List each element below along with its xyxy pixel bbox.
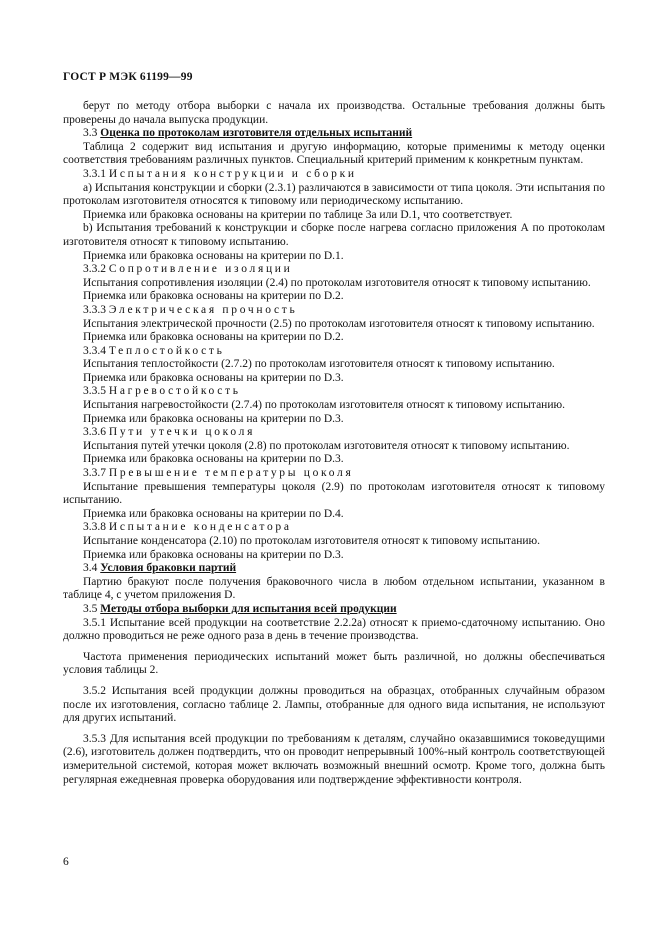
paragraph: Таблица 2 содержит вид испытания и другую информацию, которые применимы к методу оценки соответствия требованиям различных пунктов. Специальный критерий применим к конкретным пунктам. — [63, 140, 605, 167]
section-title: Оценка по протоколам изготовителя отдельных испытаний — [100, 127, 413, 140]
paragraph: Приемка или браковка основаны на критерии по D.2. — [83, 331, 344, 344]
paragraph: a) Испытания конструкции и сборки (2.3.1) различаются в зависимости от типа цоколя. Эти испытания по протоколам изготовителя относятся к типовому или периодическому испытанию. — [63, 181, 605, 208]
subsection-heading — [63, 263, 605, 277]
document-header: ГОСТ Р МЭК 61199—99 — [63, 71, 193, 83]
section-title: Методы отбора выборки для испытания всей продукции — [100, 602, 397, 615]
subsection-title: Электрическая прочность — [108, 303, 298, 316]
paragraph: берут по методу отбора выборки с начала их производства. Остальные требования должны быть проверены до начала выпуска продукции. — [63, 100, 605, 126]
subsection-number: 3.3.6 — [83, 426, 106, 439]
paragraph: Приемка или браковка основаны на критерии по D.4. — [83, 507, 344, 520]
paragraph: Испытания нагревостойкости (2.7.4) по протоколам изготовителя относят к типовому испытанию. — [83, 399, 565, 412]
subsection-heading — [63, 345, 605, 359]
subsection-number: 3.3.5 — [83, 385, 106, 398]
document-body — [63, 100, 605, 787]
paragraph: Приемка или браковка основаны на критерии по D.1. — [83, 249, 344, 262]
paragraph: Испытание конденсатора (2.10) по протоколам изготовителя относят к типовому испытанию. — [83, 535, 541, 547]
subsection-heading — [63, 521, 605, 535]
paragraph: Испытания теплостойкости (2.7.2) по протоколам изготовителя относят к типовому испытанию. — [83, 358, 555, 371]
subsection-number: 3.3.2 — [83, 263, 106, 276]
paragraph: Приемка или браковка основаны на критерии по D.3. — [83, 453, 344, 466]
section-heading-3-5 — [63, 603, 605, 617]
section-number: 3.4 — [83, 562, 98, 575]
subsection-title: Сопротивление изоляции — [108, 263, 293, 276]
subsection-title: Теплостойкость — [108, 344, 225, 357]
section-heading-3-3 — [63, 127, 605, 141]
paragraph: Приемка или браковка основаны на критерии по D.2. — [83, 290, 344, 303]
paragraph: Испытания электрической прочности (2.5) по протоколам изготовителя относят к типовому испытанию. — [83, 317, 595, 330]
subsection-heading — [63, 467, 605, 481]
paragraph: 3.5.3 Для испытания всей продукции по требованиям к деталям, случайно оказавшимися токоведущими (2.6), изготовитель должен подтвердить, что он проводит непрерывный 100%-ный контроль соответствующей измерительной системой, которая может включать возможный внешний осмотр. Кроме того, должна быть регулярная ежедневная проверка оборудования или подтверждение эффективности контроля. — [63, 732, 605, 786]
paragraph: Испытания сопротивления изоляции (2.4) по протоколам изготовителя относят к типовому испытанию. — [83, 276, 591, 289]
subsection-number: 3.3.4 — [83, 344, 106, 357]
subsection-number: 3.3.3 — [83, 303, 106, 316]
subsection-title: Нагревостойкость — [108, 385, 241, 398]
paragraph: b) Испытания требований к конструкции и сборке после нагрева согласно приложения А по протоколам изготовителя относят к типовому испытанию. — [63, 222, 605, 248]
section-number: 3.5 — [83, 602, 98, 615]
page-number: 6 — [63, 856, 69, 868]
paragraph: Частота применения периодических испытаний может быть различной, но должны обеспечиваться условия таблицы 2. — [63, 650, 605, 677]
subsection-title: Превышение температуры цоколя — [108, 467, 354, 480]
paragraph: Приемка или браковка основаны на критерии по D.3. — [83, 412, 344, 425]
subsection-title: Пути утечки цоколя — [108, 426, 256, 439]
subsection-heading — [63, 385, 605, 399]
subsection-number: 3.3.7 — [83, 467, 106, 480]
section-heading-3-4 — [63, 562, 605, 576]
paragraph: 3.5.1 Испытание всей продукции на соответствие 2.2.2а) относят к приемо-сдаточному испытанию. Оно должно проводиться не реже одного раза в день в течение производства. — [63, 616, 605, 643]
subsection-heading — [63, 426, 605, 440]
subsection-heading — [63, 168, 605, 182]
subsection-title: Испытания конструкции и сборки — [108, 167, 357, 180]
section-title: Условия браковки партий — [100, 562, 237, 575]
section-number: 3.3 — [83, 127, 98, 140]
paragraph: Испытание превышения температуры цоколя (2.9) по протоколам изготовителя относят к типовому испытанию. — [63, 480, 605, 507]
paragraph: Приемка или браковка основаны на критерии по D.3. — [83, 371, 344, 384]
paragraph: Приемка или браковка основаны на критерии по D.3. — [83, 548, 344, 561]
paragraph: Испытания путей утечки цоколя (2.8) по протоколам изготовителя относят к типовому испытанию. — [83, 439, 570, 452]
subsection-title: Испытание конденсатора — [108, 521, 292, 534]
subsection-number: 3.3.1 — [83, 167, 106, 180]
subsection-heading — [63, 304, 605, 318]
paragraph: 3.5.2 Испытания всей продукции должны проводиться на образцах, отобранных случайным образом после их изготовления, согласно таблице 2. Лампы, отобранные для одного вида испытания, не используют для других испытаний. — [63, 684, 605, 725]
subsection-number: 3.3.8 — [83, 521, 106, 534]
paragraph: Партию бракуют после получения браковочного числа в любом отдельном испытании, указанном в таблице 4, с учетом приложения D. — [63, 575, 605, 602]
paragraph: Приемка или браковка основаны на критерии по таблице 3а или D.1, что соответствует. — [83, 208, 513, 221]
